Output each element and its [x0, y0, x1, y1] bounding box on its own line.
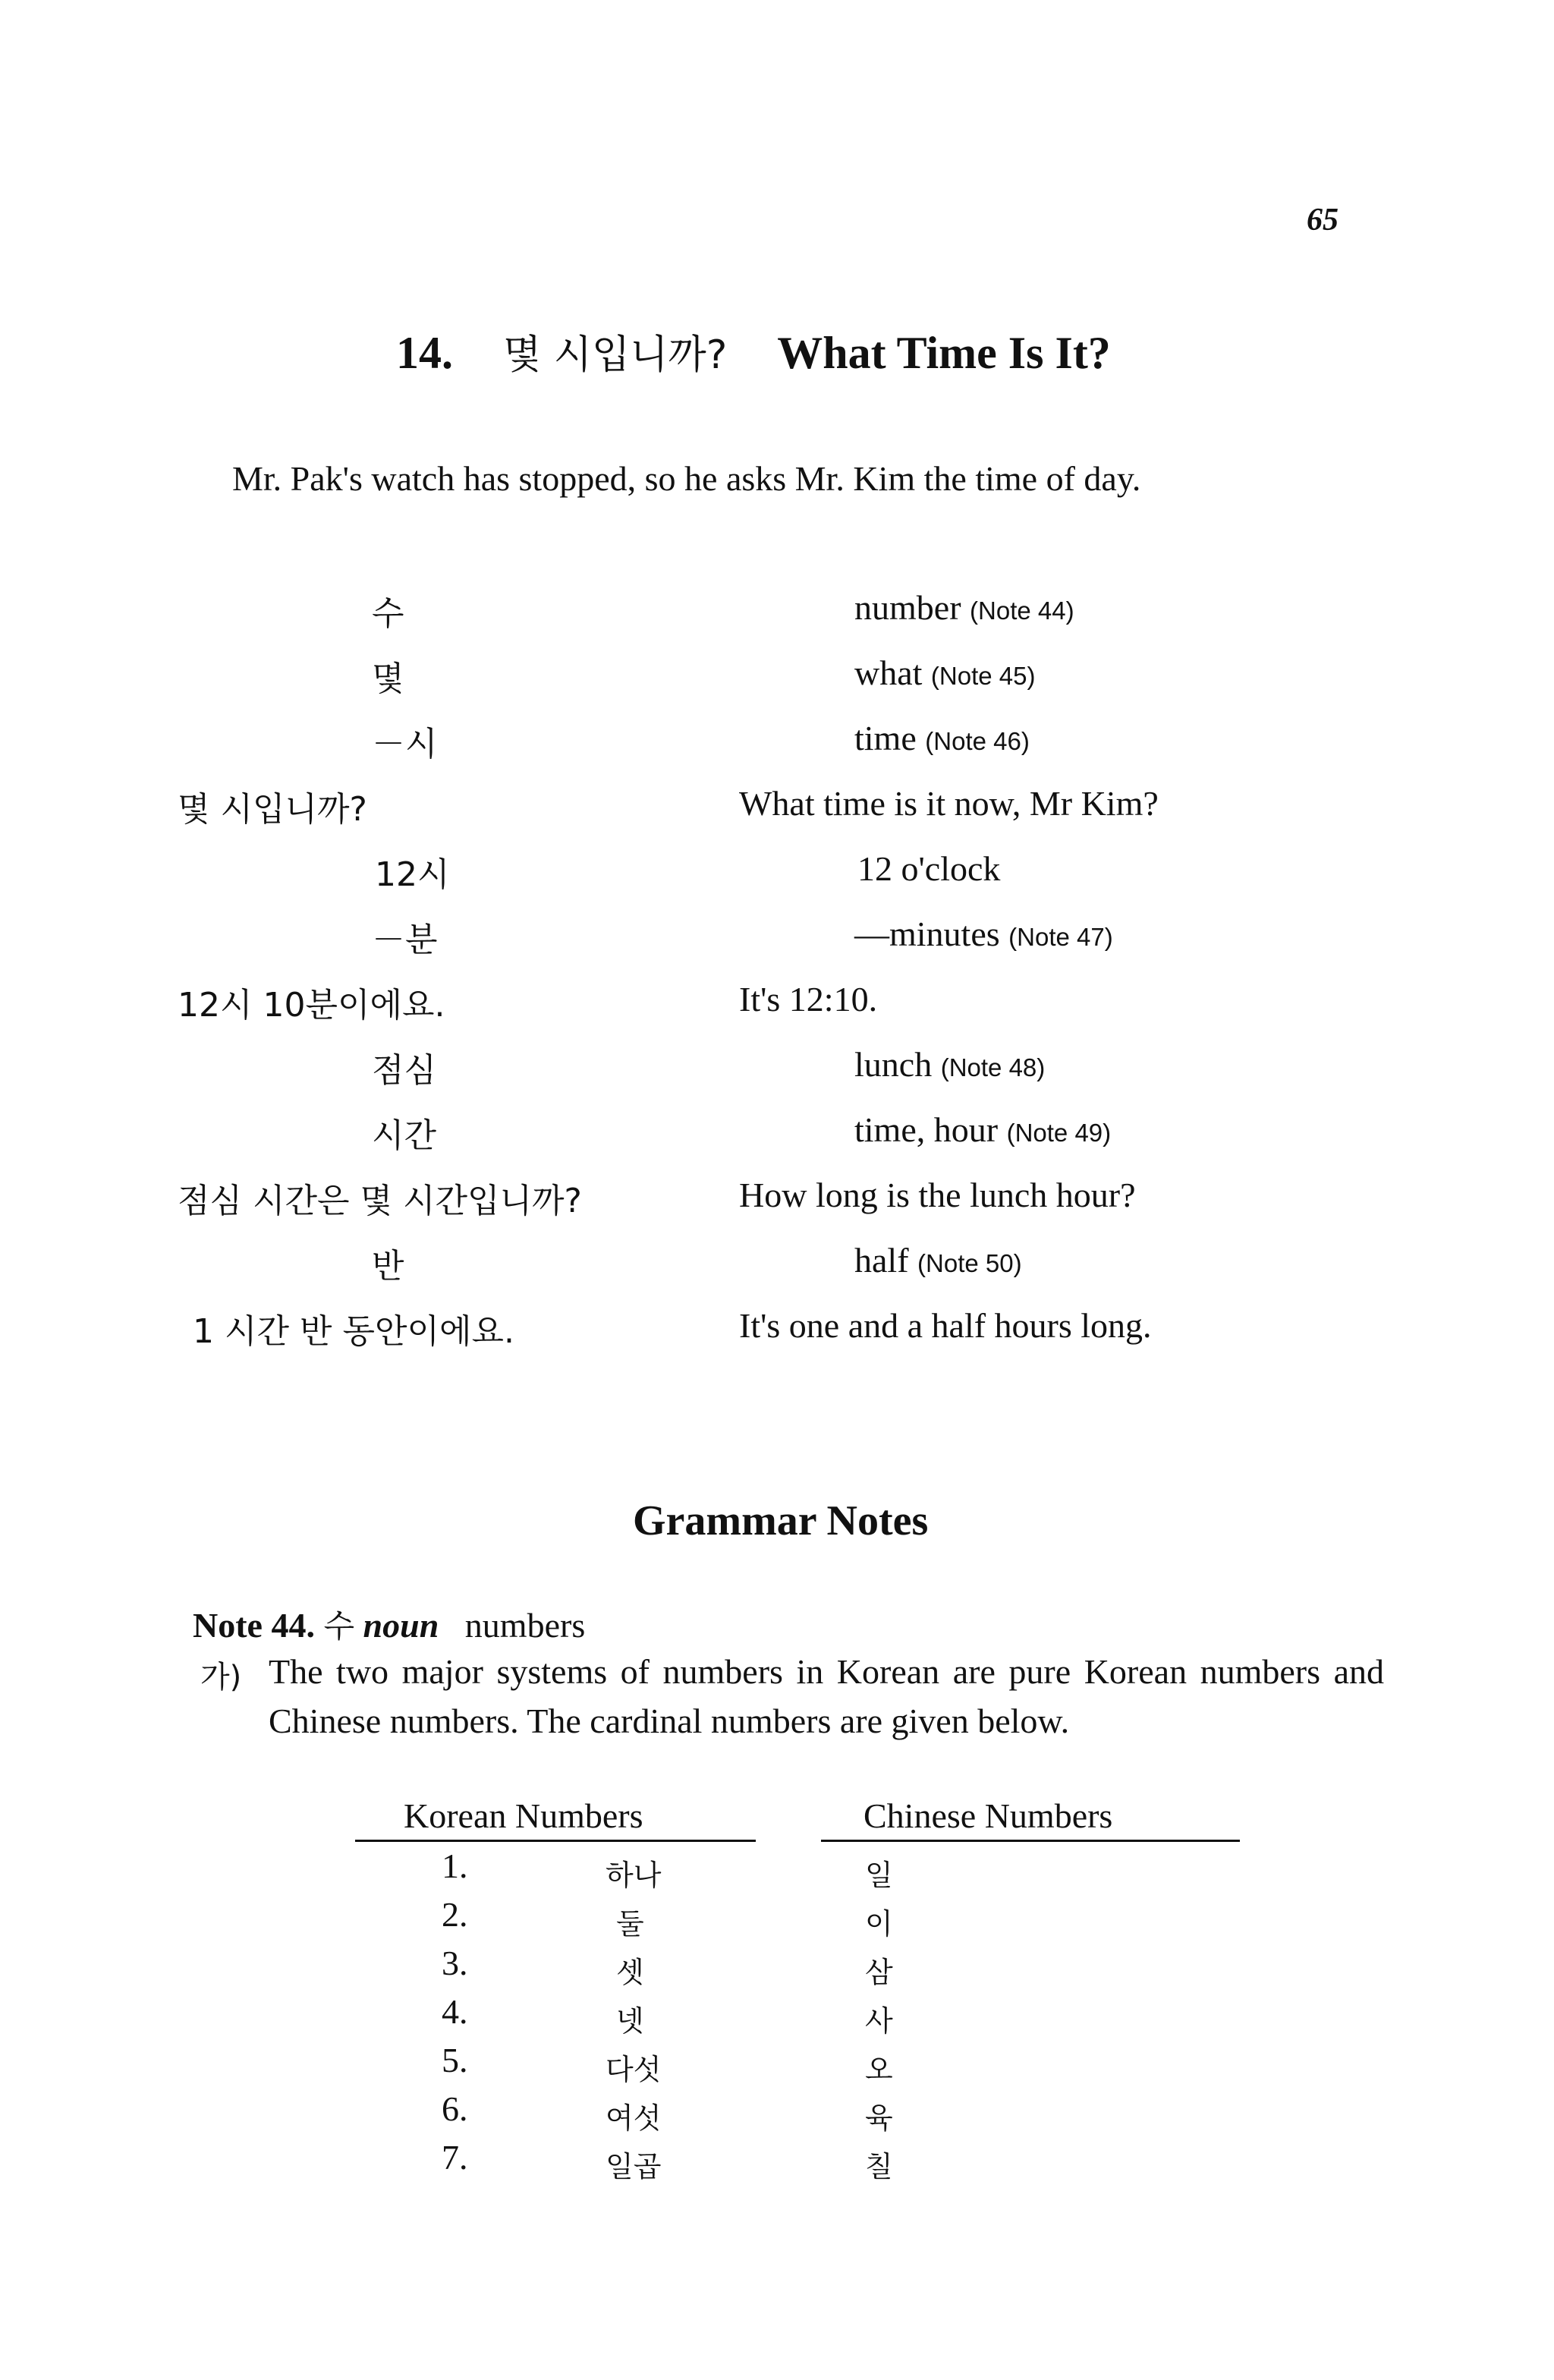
korean-number: 셋	[616, 1956, 644, 1989]
lesson-title-korean: 몇 시입니까?	[503, 332, 728, 378]
grammar-notes-heading: Grammar Notes	[633, 1497, 929, 1544]
vocab-en	[854, 914, 1113, 954]
vocab-en-text: what	[854, 653, 923, 692]
note-label: Note 44.	[193, 1606, 315, 1645]
number-label: 5.	[442, 2041, 468, 2079]
vocab-en	[854, 587, 1074, 628]
vocab-en-text: It's one and a half hours long.	[739, 1306, 1152, 1345]
vocab-en	[739, 979, 877, 1019]
chinese-number: 일	[865, 1859, 893, 1892]
vocab-en	[739, 1305, 1152, 1346]
number-label: 7.	[442, 2138, 468, 2177]
korean-number: 다섯	[606, 2053, 662, 2086]
vocab-ko: 12시	[375, 855, 450, 894]
number-label: 4.	[442, 1992, 468, 2031]
note-reference: (Note 46)	[925, 727, 1030, 755]
korean-number: 둘	[616, 1907, 644, 1941]
note-reference: (Note 44)	[970, 597, 1074, 625]
korean-header-rule	[355, 1840, 756, 1842]
vocab-en	[739, 783, 1159, 823]
vocab-en-text: time, hour	[854, 1110, 999, 1149]
number-label: 1.	[442, 1846, 468, 1885]
vocab-ko: 12시 10분이에요.	[178, 986, 445, 1025]
vocab-ko: 시간	[372, 1116, 437, 1155]
vocab-en	[739, 1175, 1136, 1215]
vocab-en	[857, 848, 1000, 889]
number-label: 2.	[442, 1895, 468, 1934]
note-44-heading	[193, 1601, 585, 1647]
lesson-title	[396, 323, 1111, 379]
note-gloss: numbers	[464, 1606, 586, 1645]
korean-numbers-header: Korean Numbers	[404, 1796, 643, 1835]
korean-number: 여섯	[606, 2101, 662, 2135]
vocab-en	[854, 1240, 1022, 1280]
vocab-en-text: What time is it now, Mr Kim?	[739, 784, 1159, 823]
vocab-en-text: How long is the lunch hour?	[739, 1176, 1136, 1214]
item-marker: 가)	[200, 1660, 242, 1695]
number-label: 3.	[442, 1944, 468, 1982]
intro-sentence: Mr. Pak's watch has stopped, so he asks Mr. Kim the time of day.	[232, 459, 1141, 498]
vocab-ko: 점심 시간은 몇 시간입니까?	[178, 1182, 582, 1220]
vocab-en-text: half	[854, 1241, 909, 1280]
vocab-en-text: lunch	[854, 1045, 933, 1084]
note-korean-term: 수	[323, 1607, 355, 1645]
vocab-ko: 반	[372, 1247, 404, 1286]
note-reference: (Note 50)	[917, 1249, 1022, 1277]
vocab-en	[854, 653, 1035, 693]
chinese-header-rule	[821, 1840, 1240, 1842]
note-reference: (Note 45)	[930, 662, 1036, 690]
lesson-title-english: What Time Is It?	[777, 328, 1111, 378]
vocab-en	[854, 1110, 1111, 1150]
korean-number: 일곱	[606, 2150, 662, 2183]
note-part-of-speech: noun	[363, 1606, 439, 1645]
vocab-en-text: It's 12:10.	[739, 980, 878, 1018]
chinese-number: 육	[865, 2101, 893, 2135]
number-label: 6.	[442, 2089, 468, 2128]
chinese-number: 삼	[865, 1956, 893, 1989]
vocab-en-text: time	[854, 719, 917, 757]
chinese-number: 이	[865, 1907, 893, 1941]
chinese-number: 사	[865, 2004, 893, 2038]
vocab-en	[854, 1044, 1045, 1085]
vocab-ko: 수	[372, 594, 404, 633]
vocab-en-text: number	[854, 588, 961, 627]
vocab-en-text: —minutes	[854, 915, 1000, 953]
korean-number: 넷	[616, 2004, 644, 2038]
vocab-ko: 1 시간 반 동안이에요.	[193, 1312, 514, 1351]
vocab-ko: －시	[372, 725, 438, 763]
vocab-ko: 몇 시입니까?	[178, 790, 367, 829]
vocab-en-text: 12 o'clock	[857, 849, 1001, 888]
note-44-paragraph: The two major systems of numbers in Korean are pure Korean numbers and Chinese numbers. The cardinal numbers are given below.	[269, 1652, 1384, 1740]
note-reference: (Note 49)	[1006, 1119, 1112, 1147]
note-reference: (Note 47)	[1008, 923, 1113, 951]
page-number: 65	[1307, 203, 1339, 238]
vocab-ko: 몇	[372, 660, 404, 698]
vocab-ko: －분	[372, 921, 438, 959]
lesson-number: 14.	[396, 328, 453, 378]
chinese-number: 오	[865, 2053, 893, 2086]
chinese-number: 칠	[865, 2150, 893, 2183]
korean-number: 하나	[606, 1859, 662, 1892]
chinese-numbers-header: Chinese Numbers	[864, 1796, 1113, 1835]
note-reference: (Note 48)	[940, 1053, 1046, 1081]
vocab-ko: 점심	[372, 1051, 437, 1090]
vocab-en	[854, 718, 1030, 758]
